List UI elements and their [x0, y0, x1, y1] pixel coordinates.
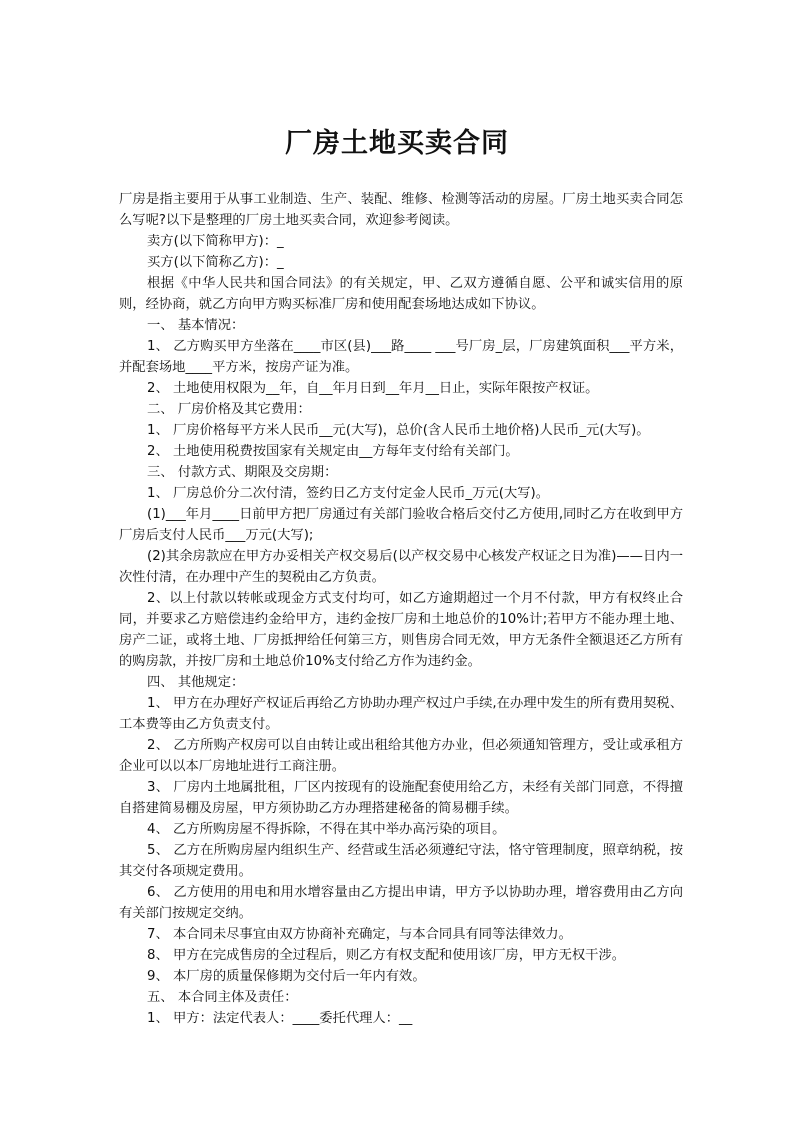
paragraph: 9、 本厂房的质量保修期为交付后一年内有效。 — [147, 969, 426, 984]
paragraph: 根据《中华人民共和国合同法》的有关规定，甲、乙双方遵循自愿、公平和诚实信用的原则，经协商，就乙方向甲方购买标准厂房和使用配套场地达成如下协议。 — [119, 276, 683, 312]
document-body — [119, 189, 683, 1029]
paragraph: 1、 厂房价格每平方米人民币__元(大写)，总价(含人民币土地价格)人民币_元(大写)。 — [147, 423, 650, 438]
paragraph: 卖方(以下简称甲方)：_ — [147, 234, 284, 249]
paragraph: 五、 本合同主体及责任： — [147, 990, 298, 1005]
paragraph: (1)___年月____日前甲方把厂房通过有关部门验收合格后交付乙方使用,同时乙方在收到甲方厂房后支付人民币___万元(大写); — [119, 507, 683, 543]
paragraph: 二、 厂房价格及其它费用： — [147, 402, 311, 417]
paragraph: 2、 土地使用税费按国家有关规定由__方每年支付给有关部门。 — [147, 444, 519, 459]
paragraph: 7、 本合同未尽事宜由双方协商补充确定，与本合同具有同等法律效力。 — [147, 927, 572, 942]
paragraph: 1、 甲方：法定代表人：____委托代理人：__ — [147, 1011, 413, 1026]
paragraph: 四、 其他规定： — [147, 675, 245, 690]
paragraph: 4、 乙方所购房屋不得拆除，不得在其中举办高污染的项目。 — [147, 822, 506, 837]
paragraph: 6、 乙方使用的用电和用水增容量由乙方提出申请，甲方予以协助办理，增容费用由乙方向有关部门按规定交纳。 — [119, 885, 683, 921]
paragraph: 厂房是指主要用于从事工业制造、生产、装配、维修、检测等活动的房屋。厂房土地买卖合同怎么写呢?以下是整理的厂房土地买卖合同，欢迎参考阅读。 — [119, 192, 683, 228]
paragraph: 买方(以下简称乙方)：_ — [147, 255, 284, 270]
paragraph: 2、 乙方所购产权房可以自由转让或出租给其他方办业，但必须通知管理方，受让或承租方企业可以以本厂房地址进行工商注册。 — [119, 738, 683, 774]
paragraph: 三、 付款方式、期限及交房期： — [147, 465, 338, 480]
paragraph: 1、 厂房总价分二次付清，签约日乙方支付定金人民币_万元(大写)。 — [147, 486, 550, 501]
paragraph: 1、 乙方购买甲方坐落在____市区(县)___路____ ___号厂房_层，厂房建筑面积___平方米，并配套场地____平方米，按房产证为准。 — [119, 339, 683, 375]
paragraph: 8、 甲方在完成售房的全过程后，则乙方有权支配和使用该厂房，甲方无权干涉。 — [147, 948, 626, 963]
paragraph: 2、以上付款以转帐或现金方式支付均可，如乙方逾期超过一个月不付款，甲方有权终止合同，并要求乙方赔偿违约金给甲方，违约金按厂房和土地总价的10%计;若甲方不能办理土地、房产二证，或将土地、厂房抵押给任何第三方，则售房合同无效，甲方无条件全额退还乙方所有的购房款，并按厂房和土地总价10%支付给乙方作为违约金。 — [119, 591, 683, 669]
paragraph: 1、 甲方在办理好产权证后再给乙方协助办理产权过户手续,在办理中发生的所有费用契税、工本费等由乙方负责支付。 — [119, 696, 683, 732]
paragraph: 2、 土地使用权限为__年，自__年月日到__年月__日止，实际年限按产权证。 — [147, 381, 599, 396]
paragraph: 一、 基本情况： — [147, 318, 245, 333]
paragraph: 3、 厂房内土地属批租，厂区内按现有的设施配套使用给乙方，未经有关部门同意，不得擅自搭建简易棚及房屋，甲方须协助乙方办理搭建秘备的简易棚手续。 — [119, 780, 683, 816]
paragraph: (2)其余房款应在甲方办妥相关产权交易后(以产权交易中心核发产权证之日为准)——日内一次性付清，在办理中产生的契税由乙方负责。 — [119, 549, 683, 585]
paragraph: 5、 乙方在所购房屋内组织生产、经营或生活必须遵纪守法，恪守管理制度，照章纳税，按其交付各项规定费用。 — [119, 843, 683, 879]
document-title: 厂房土地买卖合同 — [285, 128, 509, 159]
